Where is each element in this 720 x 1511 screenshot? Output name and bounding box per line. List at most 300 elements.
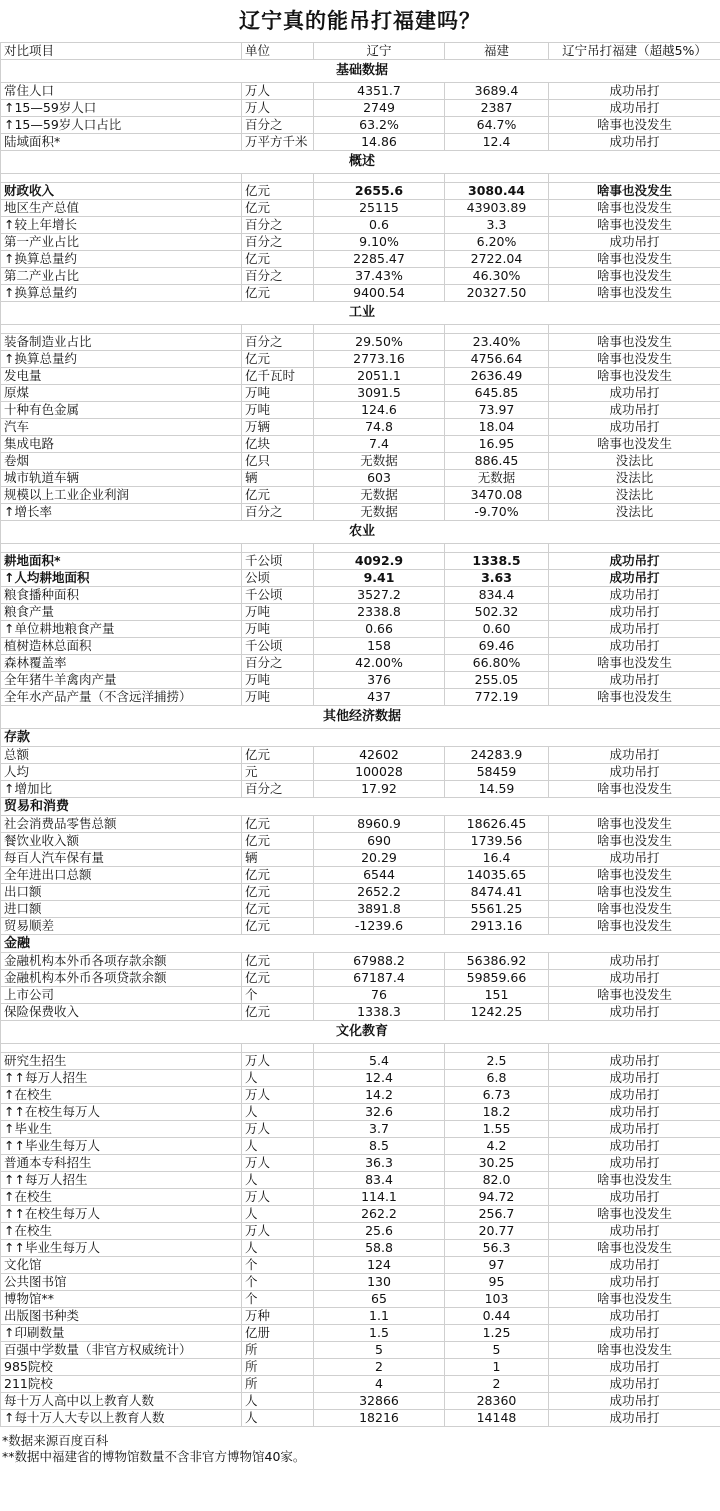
liaoning-value: 437 [314, 689, 445, 706]
table-row [1, 901, 720, 918]
unit: 百分之 [242, 268, 314, 285]
liaoning-value: 20.29 [314, 850, 445, 867]
verdict: 成功吊打 [549, 1393, 720, 1410]
unit: 百分之 [242, 117, 314, 134]
unit: 万人 [242, 100, 314, 117]
table-row [1, 672, 720, 689]
table-row [1, 816, 720, 833]
table-row [1, 487, 720, 504]
unit: 亿元 [242, 487, 314, 504]
table-row [1, 1308, 720, 1325]
item-name: ↑↑在校生每万人 [1, 1104, 242, 1121]
unit: 万人 [242, 1155, 314, 1172]
empty-cell [445, 174, 549, 183]
verdict: 啥事也没发生 [549, 217, 720, 234]
section-header-row [1, 706, 720, 729]
verdict: 成功吊打 [549, 672, 720, 689]
table-row [1, 1104, 720, 1121]
fujian-value: 3.3 [445, 217, 549, 234]
fujian-value: 3689.4 [445, 83, 549, 100]
page-title: 辽宁真的能吊打福建吗？ [239, 9, 481, 33]
table-row [1, 134, 720, 151]
unit: 万人 [242, 1053, 314, 1070]
liaoning-value: 17.92 [314, 781, 445, 798]
fujian-value: 886.45 [445, 453, 549, 470]
fujian-value: 73.97 [445, 402, 549, 419]
table-row [1, 850, 720, 867]
section-header-row [1, 1021, 720, 1044]
liaoning-value: 1.1 [314, 1308, 445, 1325]
fujian-value: 14035.65 [445, 867, 549, 884]
item-name: 规模以上工业企业利润 [1, 487, 242, 504]
liaoning-value: 14.2 [314, 1087, 445, 1104]
liaoning-value: 690 [314, 833, 445, 850]
liaoning-value: 42.00% [314, 655, 445, 672]
table-row [1, 217, 720, 234]
verdict: 成功吊打 [549, 100, 720, 117]
fujian-value: 66.80% [445, 655, 549, 672]
liaoning-value: 36.3 [314, 1155, 445, 1172]
header-item: 对比项目 [1, 43, 242, 60]
empty-cell [445, 1044, 549, 1053]
fujian-value: 645.85 [445, 385, 549, 402]
fujian-value: 14148 [445, 1410, 549, 1427]
unit: 个 [242, 987, 314, 1004]
verdict: 啥事也没发生 [549, 200, 720, 217]
item-name: 发电量 [1, 368, 242, 385]
item-name: 财政收入 [1, 183, 242, 200]
spacer-row [1, 544, 720, 553]
unit: 万人 [242, 83, 314, 100]
item-name: 金融机构本外币各项存款余额 [1, 953, 242, 970]
unit: 亿元 [242, 884, 314, 901]
verdict: 成功吊打 [549, 604, 720, 621]
table-row [1, 1155, 720, 1172]
unit: 万人 [242, 1121, 314, 1138]
verdict: 成功吊打 [549, 1257, 720, 1274]
item-name: 每百人汽车保有量 [1, 850, 242, 867]
fujian-value: 82.0 [445, 1172, 549, 1189]
unit: 千公顷 [242, 587, 314, 604]
fujian-value: 6.20% [445, 234, 549, 251]
liaoning-value: 无数据 [314, 453, 445, 470]
fujian-value: 2 [445, 1376, 549, 1393]
unit: 亿元 [242, 285, 314, 302]
header-verdict: 辽宁吊打福建（超越5%） [549, 43, 720, 60]
fujian-value: 3470.08 [445, 487, 549, 504]
liaoning-value: 262.2 [314, 1206, 445, 1223]
liaoning-value: 32.6 [314, 1104, 445, 1121]
liaoning-value: 0.66 [314, 621, 445, 638]
table-row [1, 1342, 720, 1359]
liaoning-value: 2655.6 [314, 183, 445, 200]
table-row [1, 1359, 720, 1376]
subsection-header-row [1, 798, 720, 816]
table-row [1, 1376, 720, 1393]
table-row [1, 334, 720, 351]
unit: 亿元 [242, 867, 314, 884]
verdict: 没法比 [549, 504, 720, 521]
table-row [1, 1004, 720, 1021]
table-row [1, 1087, 720, 1104]
liaoning-value: 无数据 [314, 504, 445, 521]
item-name: ↑每十万人大专以上教育人数 [1, 1410, 242, 1427]
item-name: ↑换算总量约 [1, 251, 242, 268]
table-row [1, 918, 720, 935]
item-name: 汽车 [1, 419, 242, 436]
item-name: 全年水产品产量（不含远洋捕捞） [1, 689, 242, 706]
verdict: 成功吊打 [549, 553, 720, 570]
verdict: 啥事也没发生 [549, 436, 720, 453]
table-row [1, 368, 720, 385]
item-name: 地区生产总值 [1, 200, 242, 217]
item-name: 进口额 [1, 901, 242, 918]
table-row [1, 1206, 720, 1223]
table-row [1, 285, 720, 302]
fujian-value: 2913.16 [445, 918, 549, 935]
fujian-value: 772.19 [445, 689, 549, 706]
verdict: 成功吊打 [549, 764, 720, 781]
table-row [1, 200, 720, 217]
liaoning-value: 18216 [314, 1410, 445, 1427]
table-row [1, 833, 720, 850]
footnote: *数据来源百度百科 [2, 1433, 109, 1448]
item-name: ↑换算总量约 [1, 351, 242, 368]
unit: 公顷 [242, 570, 314, 587]
header-fujian: 福建 [445, 43, 549, 60]
fujian-value: 97 [445, 1257, 549, 1274]
liaoning-value: 2285.47 [314, 251, 445, 268]
table-row [1, 587, 720, 604]
item-name: 森林覆盖率 [1, 655, 242, 672]
verdict: 成功吊打 [549, 1308, 720, 1325]
verdict: 成功吊打 [549, 1410, 720, 1427]
section-title: 农业 [1, 521, 720, 544]
fujian-value: 28360 [445, 1393, 549, 1410]
unit: 人 [242, 1206, 314, 1223]
table-row [1, 1121, 720, 1138]
item-name: 人均 [1, 764, 242, 781]
liaoning-value: 376 [314, 672, 445, 689]
table-row [1, 747, 720, 764]
item-name: 博物馆** [1, 1291, 242, 1308]
item-name: 文化馆 [1, 1257, 242, 1274]
verdict: 没法比 [549, 453, 720, 470]
liaoning-value: 603 [314, 470, 445, 487]
liaoning-value: 4351.7 [314, 83, 445, 100]
fujian-value: 94.72 [445, 1189, 549, 1206]
item-name: ↑↑毕业生每万人 [1, 1240, 242, 1257]
fujian-value: 103 [445, 1291, 549, 1308]
unit: 元 [242, 764, 314, 781]
item-name: ↑换算总量约 [1, 285, 242, 302]
unit: 人 [242, 1410, 314, 1427]
table-row [1, 1053, 720, 1070]
unit: 人 [242, 1172, 314, 1189]
verdict: 啥事也没发生 [549, 117, 720, 134]
unit: 万种 [242, 1308, 314, 1325]
table-row [1, 385, 720, 402]
spacer-row [1, 325, 720, 334]
subsection-title: 存款 [1, 729, 720, 747]
unit: 人 [242, 1393, 314, 1410]
fujian-value: 1338.5 [445, 553, 549, 570]
footnotes [0, 1427, 720, 1471]
item-name: 第二产业占比 [1, 268, 242, 285]
item-name: 出版图书种类 [1, 1308, 242, 1325]
liaoning-value: 14.86 [314, 134, 445, 151]
unit: 亿册 [242, 1325, 314, 1342]
item-name: ↑↑每万人招生 [1, 1070, 242, 1087]
verdict: 啥事也没发生 [549, 833, 720, 850]
verdict: 成功吊打 [549, 970, 720, 987]
table-row [1, 100, 720, 117]
verdict: 成功吊打 [549, 621, 720, 638]
liaoning-value: 0.6 [314, 217, 445, 234]
liaoning-value: 25.6 [314, 1223, 445, 1240]
unit: 亿元 [242, 953, 314, 970]
item-name: 粮食播种面积 [1, 587, 242, 604]
table-row [1, 470, 720, 487]
verdict: 成功吊打 [549, 234, 720, 251]
liaoning-value: 158 [314, 638, 445, 655]
item-name: ↑在校生 [1, 1087, 242, 1104]
verdict: 啥事也没发生 [549, 1206, 720, 1223]
verdict: 啥事也没发生 [549, 183, 720, 200]
spacer-row [1, 1044, 720, 1053]
liaoning-value: 67187.4 [314, 970, 445, 987]
unit: 万人 [242, 1189, 314, 1206]
verdict: 啥事也没发生 [549, 334, 720, 351]
table-row [1, 83, 720, 100]
item-name: ↑单位耕地粮食产量 [1, 621, 242, 638]
unit: 万吨 [242, 385, 314, 402]
table-row [1, 351, 720, 368]
verdict: 成功吊打 [549, 1155, 720, 1172]
liaoning-value: 4092.9 [314, 553, 445, 570]
fujian-value: 95 [445, 1274, 549, 1291]
unit: 个 [242, 1257, 314, 1274]
verdict: 成功吊打 [549, 1376, 720, 1393]
verdict: 没法比 [549, 470, 720, 487]
item-name: ↑↑毕业生每万人 [1, 1138, 242, 1155]
verdict: 啥事也没发生 [549, 901, 720, 918]
unit: 亿元 [242, 747, 314, 764]
unit: 亿千瓦时 [242, 368, 314, 385]
item-name: ↑15—59岁人口 [1, 100, 242, 117]
item-name: ↑在校生 [1, 1189, 242, 1206]
unit: 辆 [242, 470, 314, 487]
item-name: 上市公司 [1, 987, 242, 1004]
unit: 辆 [242, 850, 314, 867]
verdict: 成功吊打 [549, 570, 720, 587]
item-name: 211院校 [1, 1376, 242, 1393]
item-name: 保险保费收入 [1, 1004, 242, 1021]
item-name: ↑印刷数量 [1, 1325, 242, 1342]
item-name: 耕地面积* [1, 553, 242, 570]
unit: 万吨 [242, 689, 314, 706]
verdict: 成功吊打 [549, 638, 720, 655]
empty-cell [549, 544, 720, 553]
verdict: 成功吊打 [549, 419, 720, 436]
unit: 亿只 [242, 453, 314, 470]
fujian-value: 834.4 [445, 587, 549, 604]
fujian-value: 无数据 [445, 470, 549, 487]
fujian-value: 1.55 [445, 1121, 549, 1138]
fujian-value: 69.46 [445, 638, 549, 655]
liaoning-value: 3091.5 [314, 385, 445, 402]
liaoning-value: 无数据 [314, 487, 445, 504]
unit: 亿元 [242, 970, 314, 987]
table-row [1, 689, 720, 706]
verdict: 成功吊打 [549, 1325, 720, 1342]
verdict: 成功吊打 [549, 1004, 720, 1021]
fujian-value: 56386.92 [445, 953, 549, 970]
empty-cell [242, 1044, 314, 1053]
fujian-value: 4756.64 [445, 351, 549, 368]
table-header-row [1, 43, 720, 60]
item-name: 985院校 [1, 1359, 242, 1376]
fujian-value: 5561.25 [445, 901, 549, 918]
empty-cell [445, 325, 549, 334]
item-name: 餐饮业收入额 [1, 833, 242, 850]
verdict: 啥事也没发生 [549, 351, 720, 368]
verdict: 成功吊打 [549, 747, 720, 764]
item-name: 社会消费品零售总额 [1, 816, 242, 833]
unit: 所 [242, 1342, 314, 1359]
table-row [1, 987, 720, 1004]
table-row [1, 1325, 720, 1342]
empty-cell [242, 544, 314, 553]
unit: 万人 [242, 1087, 314, 1104]
verdict: 啥事也没发生 [549, 781, 720, 798]
liaoning-value: -1239.6 [314, 918, 445, 935]
verdict: 啥事也没发生 [549, 285, 720, 302]
verdict: 啥事也没发生 [549, 1172, 720, 1189]
fujian-value: 56.3 [445, 1240, 549, 1257]
liaoning-value: 5.4 [314, 1053, 445, 1070]
item-name: 全年进出口总额 [1, 867, 242, 884]
table-row [1, 1257, 720, 1274]
table-row [1, 402, 720, 419]
verdict: 啥事也没发生 [549, 867, 720, 884]
table-row [1, 436, 720, 453]
fujian-value: -9.70% [445, 504, 549, 521]
item-name: 金融机构本外币各项贷款余额 [1, 970, 242, 987]
item-name: ↑15—59岁人口占比 [1, 117, 242, 134]
table-row [1, 1223, 720, 1240]
fujian-value: 18.2 [445, 1104, 549, 1121]
liaoning-value: 2051.1 [314, 368, 445, 385]
item-name: 出口额 [1, 884, 242, 901]
item-name: 粮食产量 [1, 604, 242, 621]
table-body [1, 60, 720, 1427]
verdict: 啥事也没发生 [549, 918, 720, 935]
table-row [1, 884, 720, 901]
unit: 万人 [242, 1223, 314, 1240]
fujian-value: 6.8 [445, 1070, 549, 1087]
table-row [1, 867, 720, 884]
fujian-value: 23.40% [445, 334, 549, 351]
unit: 万吨 [242, 604, 314, 621]
table-row [1, 234, 720, 251]
unit: 万平方千米 [242, 134, 314, 151]
empty-cell [549, 325, 720, 334]
liaoning-value: 67988.2 [314, 953, 445, 970]
unit: 个 [242, 1291, 314, 1308]
empty-cell [445, 544, 549, 553]
liaoning-value: 32866 [314, 1393, 445, 1410]
liaoning-value: 74.8 [314, 419, 445, 436]
verdict: 啥事也没发生 [549, 1240, 720, 1257]
table-row [1, 453, 720, 470]
unit: 万吨 [242, 672, 314, 689]
header-liaoning: 辽宁 [314, 43, 445, 60]
liaoning-value: 3527.2 [314, 587, 445, 604]
verdict: 啥事也没发生 [549, 655, 720, 672]
liaoning-value: 3891.8 [314, 901, 445, 918]
table-row [1, 1070, 720, 1087]
item-name: 装备制造业占比 [1, 334, 242, 351]
fujian-value: 64.7% [445, 117, 549, 134]
subsection-title: 贸易和消费 [1, 798, 720, 816]
item-name: 贸易顺差 [1, 918, 242, 935]
unit: 百分之 [242, 504, 314, 521]
liaoning-value: 2 [314, 1359, 445, 1376]
fujian-value: 46.30% [445, 268, 549, 285]
table-row [1, 1172, 720, 1189]
unit: 百分之 [242, 234, 314, 251]
unit: 人 [242, 1138, 314, 1155]
verdict: 成功吊打 [549, 1189, 720, 1206]
table-row [1, 604, 720, 621]
empty-cell [1, 325, 242, 334]
empty-cell [314, 1044, 445, 1053]
empty-cell [1, 1044, 242, 1053]
verdict: 成功吊打 [549, 134, 720, 151]
fujian-value: 18.04 [445, 419, 549, 436]
verdict: 成功吊打 [549, 1138, 720, 1155]
table-row [1, 638, 720, 655]
fujian-value: 8474.41 [445, 884, 549, 901]
verdict: 成功吊打 [549, 953, 720, 970]
item-name: 植树造林总面积 [1, 638, 242, 655]
liaoning-value: 25115 [314, 200, 445, 217]
liaoning-value: 4 [314, 1376, 445, 1393]
verdict: 成功吊打 [549, 1070, 720, 1087]
empty-cell [314, 325, 445, 334]
unit: 百分之 [242, 655, 314, 672]
empty-cell [549, 1044, 720, 1053]
verdict: 啥事也没发生 [549, 884, 720, 901]
fujian-value: 0.60 [445, 621, 549, 638]
section-title: 其他经济数据 [1, 706, 720, 729]
fujian-value: 1 [445, 1359, 549, 1376]
item-name: 集成电路 [1, 436, 242, 453]
table-row [1, 419, 720, 436]
comparison-table [0, 42, 720, 1427]
unit: 人 [242, 1240, 314, 1257]
fujian-value: 4.2 [445, 1138, 549, 1155]
liaoning-value: 124 [314, 1257, 445, 1274]
fujian-value: 1242.25 [445, 1004, 549, 1021]
item-name: ↑人均耕地面积 [1, 570, 242, 587]
spacer-row [1, 174, 720, 183]
fujian-value: 58459 [445, 764, 549, 781]
subsection-header-row [1, 935, 720, 953]
verdict: 成功吊打 [549, 1104, 720, 1121]
liaoning-value: 2338.8 [314, 604, 445, 621]
